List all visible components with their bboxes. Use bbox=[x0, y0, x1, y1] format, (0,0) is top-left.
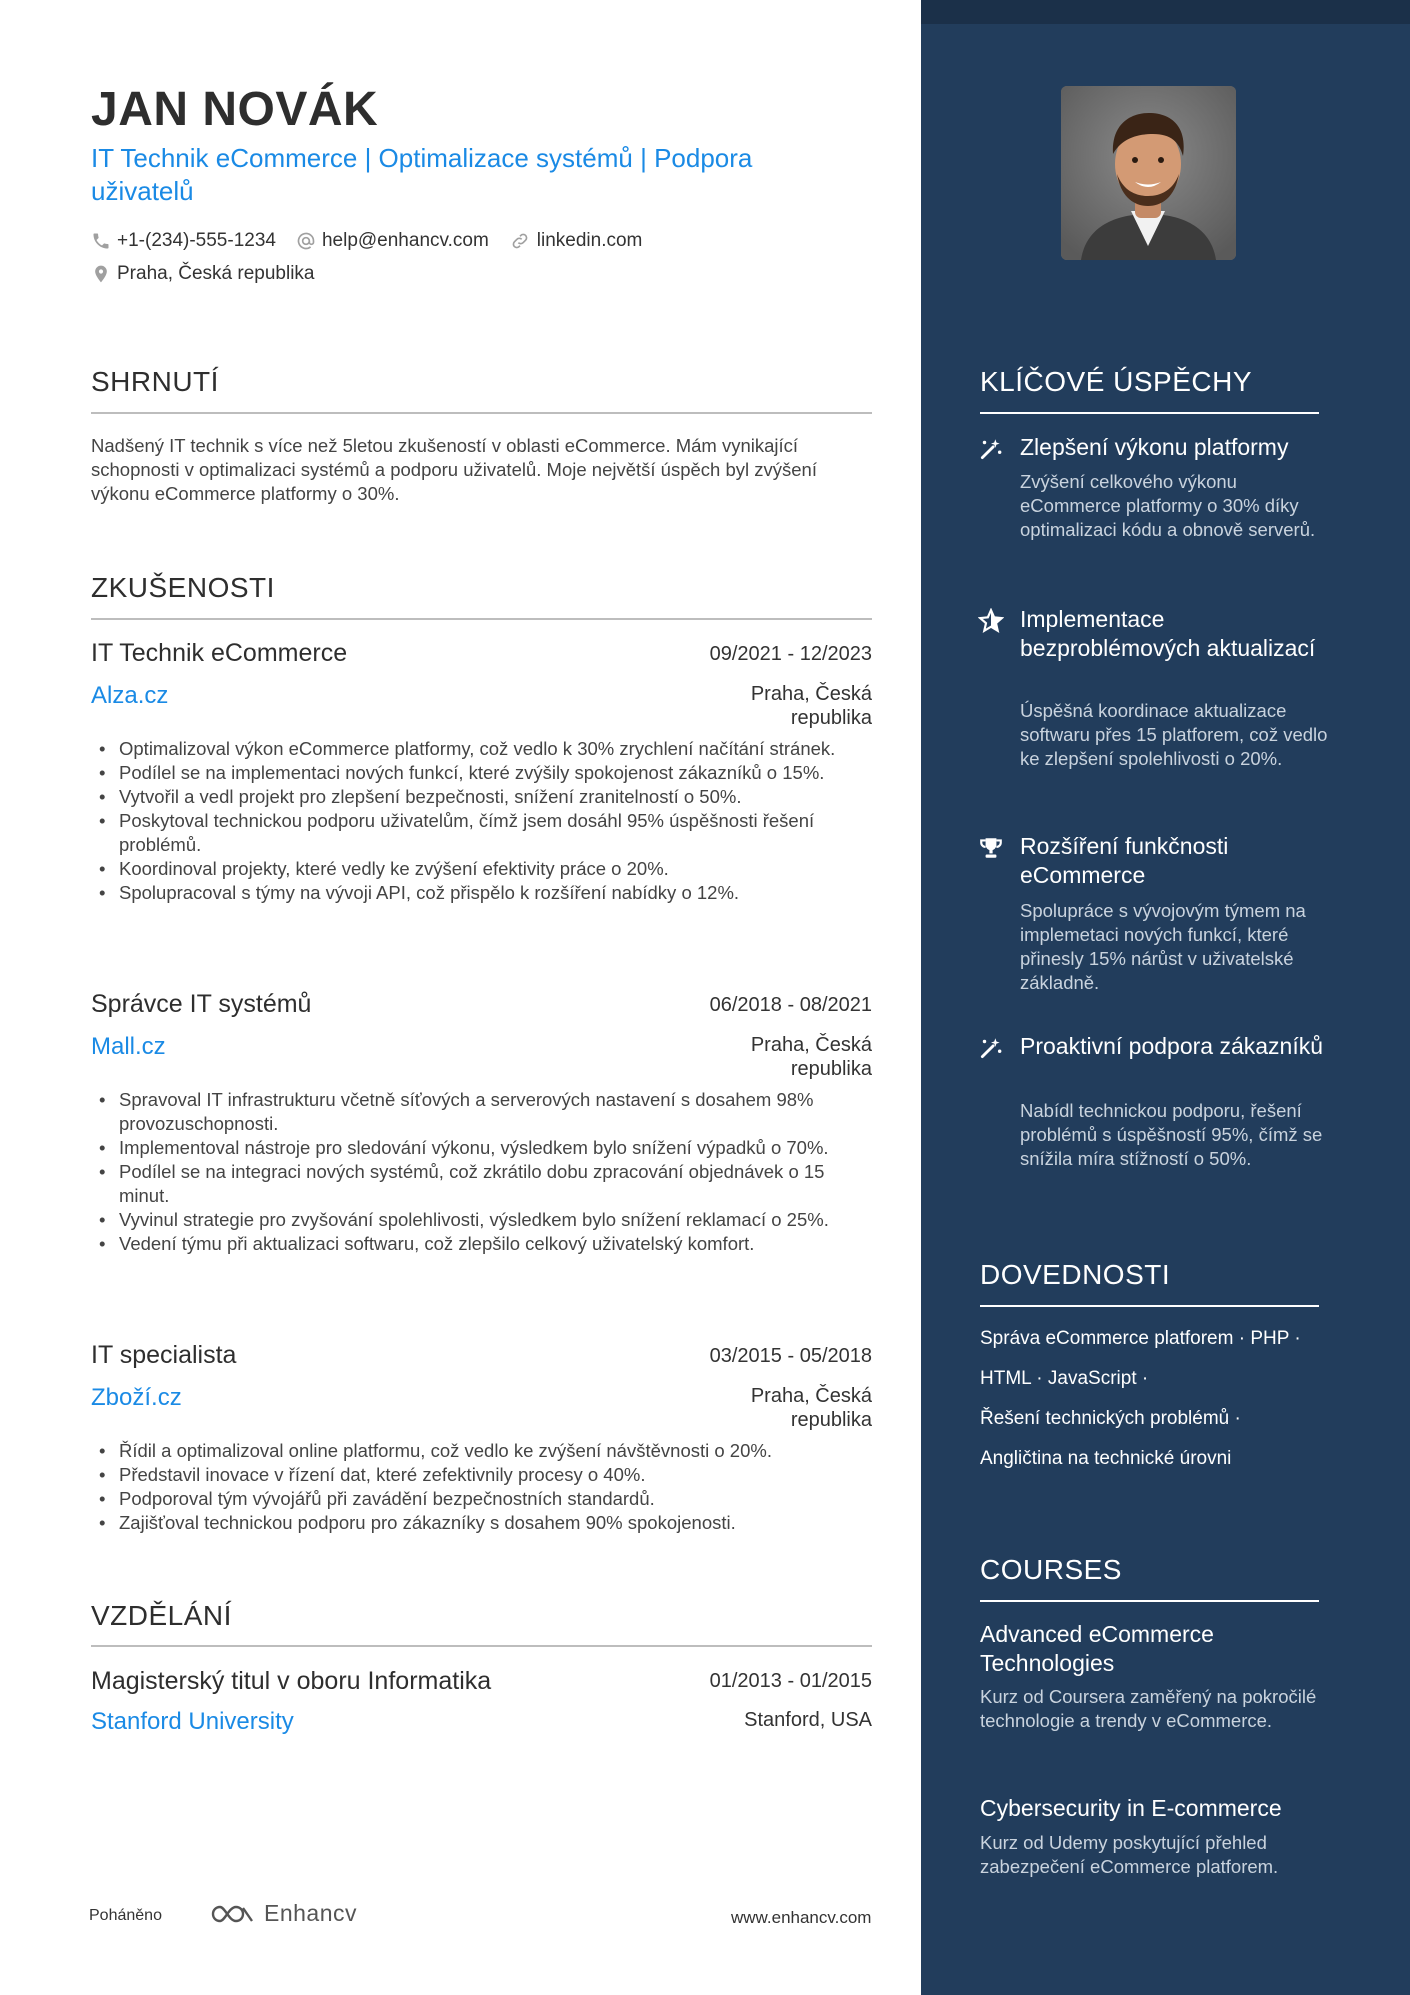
bullet-item: • Řídil a optimalizoval online platformu, což vedlo ke zvýšení návštěvnosti o 20%. bbox=[91, 1439, 872, 1463]
job-dates: 03/2015 - 05/2018 bbox=[709, 1345, 872, 1367]
job-location: Praha, Česká republika bbox=[750, 1385, 872, 1431]
infinity-logo-icon bbox=[208, 1902, 256, 1926]
bullet-item: • Spolupracoval s týmy na vývoji API, což přispělo k rozšíření nabídky o 12%. bbox=[91, 881, 872, 905]
bullet-item: • Podílel se na implementaci nových funkcí, které zvýšily spokojenost zákazníků o 15%. bbox=[91, 761, 872, 785]
contact-phone bbox=[91, 230, 276, 252]
bullet-item: • Vytvořil a vedl projekt pro zlepšení bezpečnosti, snížení zranitelností o 50%. bbox=[91, 785, 872, 809]
school-name[interactable]: Stanford University bbox=[91, 1708, 294, 1735]
course-title: Advanced eCommerce Technologies bbox=[980, 1621, 1214, 1676]
job-location: Praha, Česká republika bbox=[750, 683, 872, 729]
location-pin-icon bbox=[91, 263, 111, 285]
bullet-item: • Spravoval IT infrastrukturu včetně síťových a serverových nastavení s dosahem 98% provozuschopnosti. bbox=[91, 1088, 872, 1136]
enhancv-logo[interactable] bbox=[208, 1900, 357, 1927]
job-bullets bbox=[91, 1088, 872, 1256]
headline: IT Technik eCommerce | Optimalizace systémů | Podpora uživatelů bbox=[91, 143, 753, 206]
skill-line: Správa eCommerce platforem · PHP · bbox=[980, 1328, 1301, 1349]
job-title: IT specialista bbox=[91, 1341, 237, 1369]
summary-title: SHRNUTÍ bbox=[91, 366, 219, 397]
school-location: Stanford, USA bbox=[744, 1709, 872, 1731]
email-text[interactable]: help@enhancv.com bbox=[321, 230, 489, 251]
wand-icon bbox=[978, 1035, 1004, 1061]
job-bullets bbox=[91, 737, 872, 905]
course-desc: Kurz od Coursera zaměřený na pokročilé technologie a trendy v eCommerce. bbox=[980, 1686, 1317, 1731]
job-location: Praha, Česká republika bbox=[750, 1034, 872, 1080]
achievement-title: Implementace bezproblémových aktualizací bbox=[1020, 606, 1316, 661]
trophy-icon bbox=[978, 835, 1004, 861]
bullet-item: • Zajišťoval technickou podporu pro zákazníky s dosahem 90% spokojenosti. bbox=[91, 1511, 872, 1535]
achievement-desc: Úspěšná koordinace aktualizace softwaru přes 15 platforem, což vedlo ke zlepšení spolehlivosti o 20%. bbox=[1020, 700, 1328, 769]
job-bullets bbox=[91, 1439, 872, 1535]
powered-by-label: Poháněno bbox=[89, 1907, 162, 1924]
bullet-item: • Implementoval nástroje pro sledování výkonu, výsledkem bylo snížení výpadků o 70%. bbox=[91, 1136, 872, 1160]
achievement-desc: Nabídl technickou podporu, řešení problémů s úspěšností 95%, čímž se snížila míra stížností o 50%. bbox=[1020, 1100, 1323, 1169]
job-title: IT Technik eCommerce bbox=[91, 639, 348, 667]
sidebar bbox=[921, 0, 1410, 1995]
linkedin-text[interactable]: linkedin.com bbox=[536, 230, 643, 251]
job-company[interactable]: Zboží.cz bbox=[91, 1384, 182, 1411]
wand-icon bbox=[978, 436, 1004, 462]
footer-url[interactable]: www.enhancv.com bbox=[731, 1908, 872, 1927]
skills-title: DOVEDNOSTI bbox=[980, 1259, 1171, 1290]
achievements-title: KLÍČOVÉ ÚSPĚCHY bbox=[980, 366, 1253, 397]
link-icon bbox=[509, 231, 531, 251]
achievement-desc: Spolupráce s vývojovým týmem na implemetaci nových funkcí, které přinesly 15% nárůst v uživatelské základně. bbox=[1020, 900, 1306, 993]
course-title: Cybersecurity in E-commerce bbox=[980, 1795, 1282, 1821]
experience-divider bbox=[91, 618, 872, 620]
course-desc: Kurz od Udemy poskytující přehled zabezpečení eCommerce platforem. bbox=[980, 1832, 1279, 1877]
star-icon bbox=[978, 608, 1004, 634]
contact-row bbox=[91, 230, 662, 252]
achievement-desc: Zvýšení celkového výkonu eCommerce platformy o 30% díky optimalizaci kódu a obnově serverů. bbox=[1020, 471, 1316, 540]
experience-title: ZKUŠENOSTI bbox=[91, 572, 275, 603]
contact-location bbox=[91, 263, 315, 285]
bullet-item: • Představil inovace v řízení dat, které zefektivnily procesy o 40%. bbox=[91, 1463, 872, 1487]
phone-icon bbox=[91, 231, 111, 251]
degree-title: Magisterský titul v oboru Informatika bbox=[91, 1667, 492, 1695]
summary-text: Nadšený IT technik s více než 5letou zkušeností v oblasti eCommerce. Mám vynikající schopnosti v optimalizaci systémů a podporu uživatelů. Moje největší úspěch byl zvýšení výkonu eCommerce platformy o 30%. bbox=[91, 435, 817, 504]
bullet-item: • Optimalizoval výkon eCommerce platformy, což vedlo k 30% zrychlení načítání stránek. bbox=[91, 737, 872, 761]
bullet-item: • Poskytoval technickou podporu uživatelům, čímž jsem dosáhl 95% úspěšnosti řešení problémů. bbox=[91, 809, 872, 857]
location-text: Praha, Česká republika bbox=[117, 263, 315, 284]
skill-line: Angličtina na technické úrovni bbox=[980, 1448, 1232, 1469]
job-dates: 09/2021 - 12/2023 bbox=[709, 643, 872, 665]
education-divider bbox=[91, 1645, 872, 1647]
contact-email bbox=[296, 230, 489, 252]
education-dates: 01/2013 - 01/2015 bbox=[709, 1670, 872, 1692]
profile-photo bbox=[1061, 86, 1236, 260]
at-icon bbox=[296, 231, 316, 251]
achievement-title: Rozšíření funkčnosti eCommerce bbox=[1020, 833, 1229, 888]
summary-divider bbox=[91, 412, 872, 414]
skill-line: Řešení technických problémů · bbox=[980, 1408, 1241, 1429]
phone-text[interactable]: +1-(234)-555-1234 bbox=[117, 230, 276, 251]
job-company[interactable]: Alza.cz bbox=[91, 682, 169, 709]
education-title: VZDĚLÁNÍ bbox=[91, 1600, 232, 1631]
contact-linkedin bbox=[509, 230, 643, 252]
sidebar-top-band bbox=[921, 0, 1410, 24]
bullet-item: • Vedení týmu při aktualizaci softwaru, což zlepšilo celkový uživatelský komfort. bbox=[91, 1232, 872, 1256]
achievements-divider bbox=[980, 412, 1319, 414]
bullet-item: • Vyvinul strategie pro zvyšování spolehlivosti, výsledkem bylo snížení reklamací o 25%. bbox=[91, 1208, 872, 1232]
job-title: Správce IT systémů bbox=[91, 990, 312, 1018]
achievement-title: Zlepšení výkonu platformy bbox=[1020, 434, 1289, 460]
skill-line: HTML · JavaScript · bbox=[980, 1368, 1149, 1389]
avatar-illustration bbox=[1061, 86, 1236, 260]
job-company[interactable]: Mall.cz bbox=[91, 1033, 166, 1060]
bullet-item: • Podporoval tým vývojářů při zavádění bezpečnostních standardů. bbox=[91, 1487, 872, 1511]
bullet-item: • Podílel se na integraci nových systémů, což zkrátilo dobu zpracování objednávek o 15 minut. bbox=[91, 1160, 872, 1208]
job-dates: 06/2018 - 08/2021 bbox=[709, 994, 872, 1016]
brand-name: Enhancv bbox=[264, 1900, 358, 1926]
skills-divider bbox=[980, 1305, 1319, 1307]
candidate-name: JAN NOVÁK bbox=[91, 83, 379, 136]
bullet-item: • Koordinoval projekty, které vedly ke zvýšení efektivity práce o 20%. bbox=[91, 857, 872, 881]
courses-divider bbox=[980, 1600, 1319, 1602]
contact-row-2 bbox=[91, 263, 335, 285]
courses-title: COURSES bbox=[980, 1554, 1122, 1585]
achievement-title: Proaktivní podpora zákazníků bbox=[1020, 1033, 1324, 1059]
